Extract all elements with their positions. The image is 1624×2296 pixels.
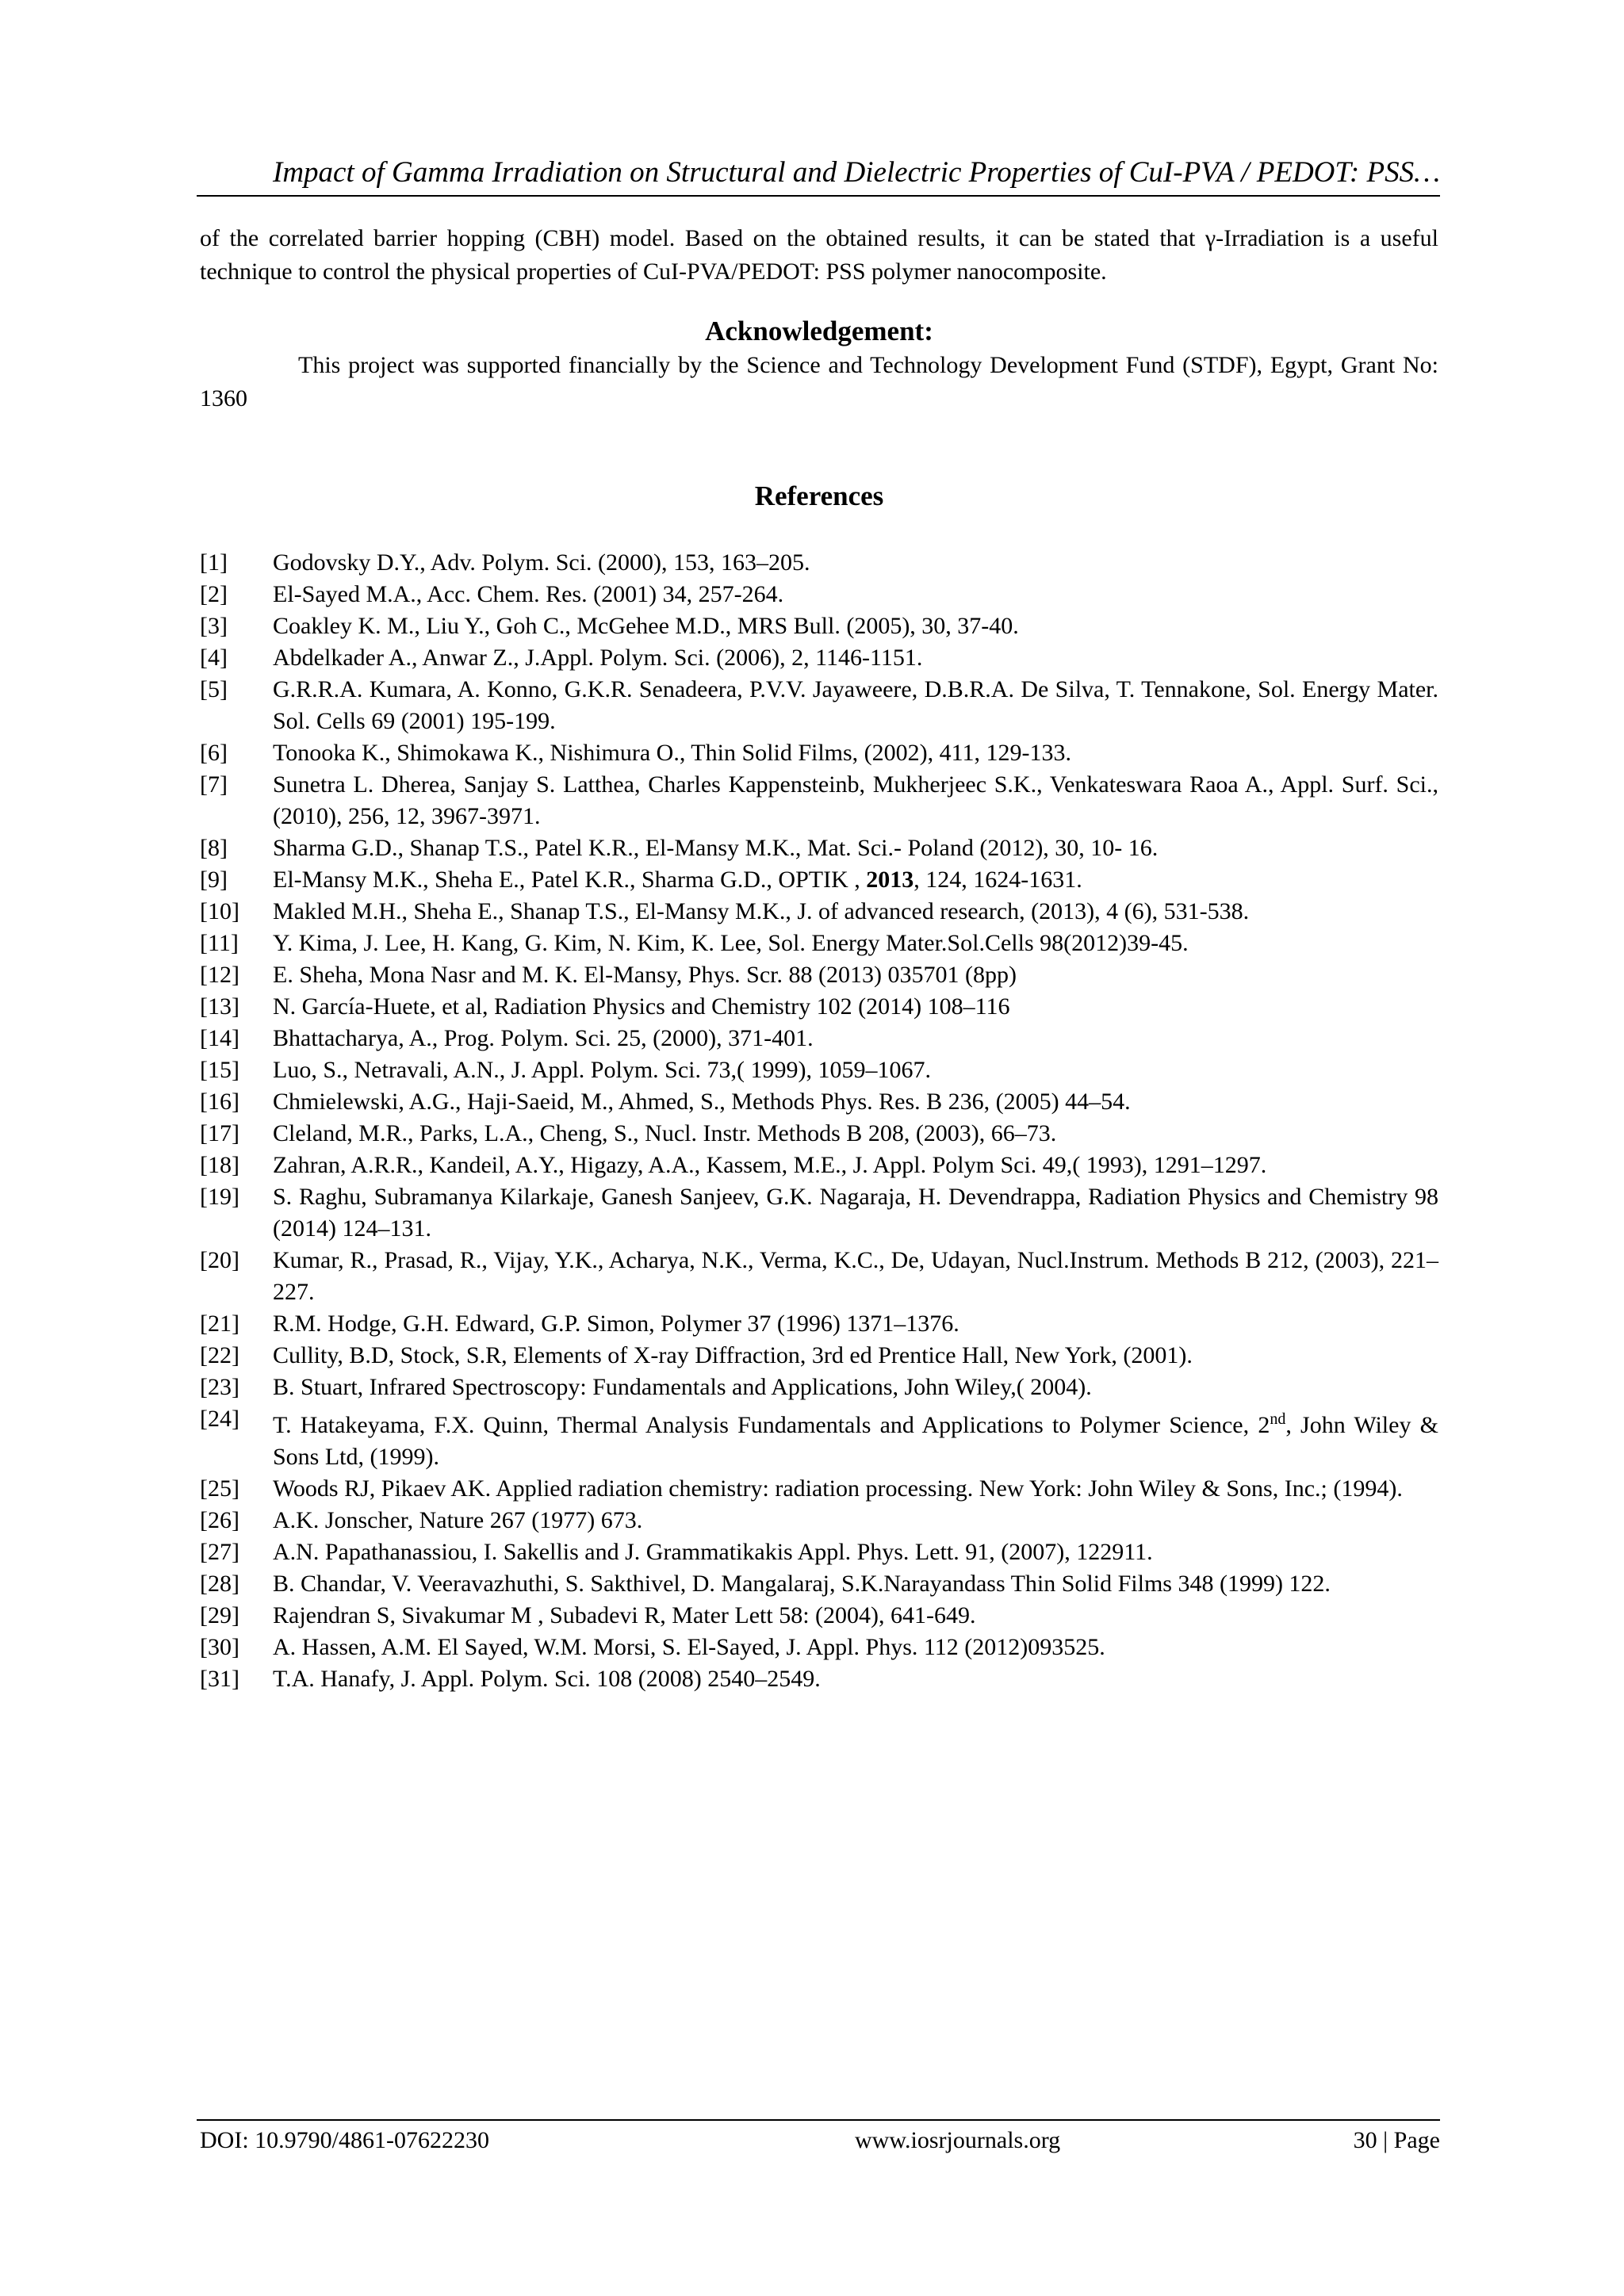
reference-text: Coakley K. M., Liu Y., Goh C., McGehee M.D., MRS Bull. (2005), 30, 37-40. — [273, 613, 1019, 639]
reference-text: El-Mansy M.K., Sheha E., Patel K.R., Sharma G.D., OPTIK , — [273, 867, 867, 893]
reference-number: [11] — [200, 930, 239, 956]
references-heading: References — [754, 480, 884, 511]
reference-text: A. Hassen, A.M. El Sayed, W.M. Morsi, S. El-Sayed, J. Appl. Phys. 112 (2012)093525. — [273, 1634, 1105, 1660]
reference-item — [200, 1308, 1438, 1340]
running-header-title: Impact of Gamma Irradiation on Structural and Dielectric Properties of CuI-PVA / PEDOT: PSS… — [273, 156, 1440, 189]
reference-text: T. Hatakeyama, F.X. Quinn, Thermal Analysis Fundamentals and Applications to Polymer Science, 2 — [273, 1412, 1270, 1438]
reference-item — [200, 547, 1438, 579]
reference-item — [200, 737, 1438, 769]
reference-text: Rajendran S, Sivakumar M , Subadevi R, Mater Lett 58: (2004), 641-649. — [273, 1602, 976, 1628]
reference-text: Cleland, M.R., Parks, L.A., Cheng, S., Nucl. Instr. Methods B 208, (2003), 66–73. — [273, 1120, 1057, 1146]
conclusion-paragraph: of the correlated barrier hopping (CBH) model. Based on the obtained results, it can be stated that γ-Irradiation is a useful technique to control the physical properties of CuI-PVA/PEDOT: PSS polymer nanocomposite. — [200, 225, 1438, 285]
reference-item — [200, 864, 1438, 896]
reference-text: E. Sheha, Mona Nasr and M. K. El-Mansy, Phys. Scr. 88 (2013) 035701 (8pp) — [273, 962, 1017, 988]
reference-item — [200, 832, 1438, 864]
reference-text: Zahran, A.R.R., Kandeil, A.Y., Higazy, A.A., Kassem, M.E., J. Appl. Polym Sci. 49,( 1993), 1291–1297. — [273, 1152, 1267, 1178]
reference-bold-year: 2013 — [866, 867, 914, 893]
reference-item — [200, 1505, 1438, 1536]
reference-item — [200, 769, 1438, 832]
reference-text: Woods RJ, Pikaev AK. Applied radiation chemistry: radiation processing. New York: John Wiley & Sons, Inc.; (1994). — [273, 1475, 1403, 1502]
reference-number: [19] — [200, 1184, 239, 1210]
reference-item — [200, 579, 1438, 610]
footer-doi: DOI: 10.9790/4861-07622230 — [200, 2127, 489, 2153]
footer-page-number: 30 | Page — [1353, 2127, 1440, 2153]
reference-text-tail: , John Wiley & Sons Ltd, (1999). — [273, 1412, 1438, 1470]
reference-text: T.A. Hanafy, J. Appl. Polym. Sci. 108 (2008) 2540–2549. — [273, 1666, 821, 1692]
reference-number: [20] — [200, 1247, 239, 1273]
reference-item — [200, 1536, 1438, 1568]
reference-item — [200, 1403, 1438, 1473]
reference-number: [17] — [200, 1120, 239, 1146]
reference-number: [27] — [200, 1539, 239, 1565]
reference-number: [4] — [200, 645, 228, 671]
reference-number: [23] — [200, 1374, 239, 1400]
reference-number: [26] — [200, 1507, 239, 1533]
reference-text: Abdelkader A., Anwar Z., J.Appl. Polym. Sci. (2006), 2, 1146-1151. — [273, 645, 923, 671]
reference-number: [5] — [200, 676, 228, 702]
reference-number: [7] — [200, 771, 228, 798]
reference-number: [25] — [200, 1475, 239, 1502]
reference-text: B. Chandar, V. Veeravazhuthi, S. Sakthivel, D. Mangalaraj, S.K.Narayandass Thin Solid Films 348 (1999) 122. — [273, 1571, 1331, 1597]
reference-number: [30] — [200, 1634, 239, 1660]
reference-text: B. Stuart, Infrared Spectroscopy: Fundamentals and Applications, John Wiley,( 2004). — [273, 1374, 1092, 1400]
reference-text: Y. Kima, J. Lee, H. Kang, G. Kim, N. Kim, K. Lee, Sol. Energy Mater.Sol.Cells 98(2012)39-45. — [273, 930, 1189, 956]
acknowledgement-heading: Acknowledgement: — [705, 316, 933, 346]
reference-number: [14] — [200, 1025, 239, 1051]
reference-number: [29] — [200, 1602, 239, 1628]
reference-number: [1] — [200, 549, 228, 576]
reference-text: Luo, S., Netravali, A.N., J. Appl. Polym. Sci. 73,( 1999), 1059–1067. — [273, 1057, 931, 1083]
reference-item — [200, 642, 1438, 674]
reference-text: Sunetra L. Dherea, Sanjay S. Latthea, Charles Kappensteinb, Mukherjeec S.K., Venkateswara Raoa A., Appl. Surf. Sci., (2010), 256, 12, 3967-3971. — [273, 771, 1438, 829]
reference-item — [200, 959, 1438, 991]
reference-item — [200, 1473, 1438, 1505]
reference-number: [13] — [200, 993, 239, 1020]
reference-text: A.K. Jonscher, Nature 267 (1977) 673. — [273, 1507, 643, 1533]
reference-superscript: nd — [1270, 1410, 1286, 1428]
reference-item — [200, 1372, 1438, 1403]
footer-rule — [197, 2119, 1440, 2121]
reference-text: N. García-Huete, et al, Radiation Physics and Chemistry 102 (2014) 108–116 — [273, 993, 1010, 1020]
reference-number: [16] — [200, 1089, 239, 1115]
reference-text: Chmielewski, A.G., Haji-Saeid, M., Ahmed, S., Methods Phys. Res. B 236, (2005) 44–54. — [273, 1089, 1131, 1115]
reference-item — [200, 610, 1438, 642]
reference-number: [21] — [200, 1311, 239, 1337]
reference-number: [8] — [200, 835, 228, 861]
reference-item — [200, 1245, 1438, 1308]
reference-text: S. Raghu, Subramanya Kilarkaje, Ganesh Sanjeev, G.K. Nagaraja, H. Devendrappa, Radiation Physics and Chemistry 98 (2014) 124–131. — [273, 1184, 1438, 1242]
reference-text: Tonooka K., Shimokawa K., Nishimura O., Thin Solid Films, (2002), 411, 129-133. — [273, 740, 1072, 766]
reference-item — [200, 1663, 1438, 1695]
reference-item — [200, 674, 1438, 737]
reference-text: Makled M.H., Sheha E., Shanap T.S., El-Mansy M.K., J. of advanced research, (2013), 4 (6), 531-538. — [273, 898, 1250, 924]
reference-item — [200, 1150, 1438, 1181]
reference-item — [200, 1054, 1438, 1086]
reference-number: [2] — [200, 581, 228, 607]
footer-website: www.iosrjournals.org — [855, 2127, 1061, 2153]
reference-number: [31] — [200, 1666, 239, 1692]
reference-number: [6] — [200, 740, 228, 766]
reference-item — [200, 928, 1438, 959]
reference-number: [18] — [200, 1152, 239, 1178]
reference-item — [200, 1181, 1438, 1245]
reference-item — [200, 1340, 1438, 1372]
reference-item — [200, 1023, 1438, 1054]
reference-text: Sharma G.D., Shanap T.S., Patel K.R., El-Mansy M.K., Mat. Sci.- Poland (2012), 30, 10- 16. — [273, 835, 1159, 861]
reference-number: [22] — [200, 1342, 239, 1368]
reference-text: G.R.R.A. Kumara, A. Konno, G.K.R. Senadeera, P.V.V. Jayaweere, D.B.R.A. De Silva, T. Tennakone, Sol. Energy Mater. Sol. Cells 69 (2001) 195-199. — [273, 676, 1438, 734]
reference-number: [15] — [200, 1057, 239, 1083]
reference-text-tail: , 124, 1624-1631. — [914, 867, 1082, 893]
reference-text: Godovsky D.Y., Adv. Polym. Sci. (2000), 153, 163–205. — [273, 549, 810, 576]
header-rule — [197, 195, 1440, 197]
reference-text: Kumar, R., Prasad, R., Vijay, Y.K., Acharya, N.K., Verma, K.C., De, Udayan, Nucl.Instrum. Methods B 212, (2003), 221–227. — [273, 1247, 1438, 1305]
reference-item — [200, 1632, 1438, 1663]
reference-number: [12] — [200, 962, 239, 988]
reference-text: R.M. Hodge, G.H. Edward, G.P. Simon, Polymer 37 (1996) 1371–1376. — [273, 1311, 959, 1337]
reference-text: A.N. Papathanassiou, I. Sakellis and J. Grammatikakis Appl. Phys. Lett. 91, (2007), 122911. — [273, 1539, 1153, 1565]
reference-text: Cullity, B.D, Stock, S.R, Elements of X-ray Diffraction, 3rd ed Prentice Hall, New York, (2001). — [273, 1342, 1193, 1368]
reference-number: [24] — [200, 1406, 239, 1432]
reference-text: Bhattacharya, A., Prog. Polym. Sci. 25, (2000), 371-401. — [273, 1025, 814, 1051]
reference-list — [200, 547, 1438, 1695]
reference-item — [200, 1600, 1438, 1632]
acknowledgement-paragraph — [200, 349, 1438, 415]
reference-item — [200, 1118, 1438, 1150]
reference-number: [10] — [200, 898, 239, 924]
reference-text: El-Sayed M.A., Acc. Chem. Res. (2001) 34, 257-264. — [273, 581, 784, 607]
reference-item — [200, 991, 1438, 1023]
reference-item — [200, 1568, 1438, 1600]
reference-number: [3] — [200, 613, 228, 639]
reference-number: [9] — [200, 867, 228, 893]
reference-item — [200, 1086, 1438, 1118]
reference-item — [200, 896, 1438, 928]
reference-number: [28] — [200, 1571, 239, 1597]
acknowledgement-text: This project was supported financially by the Science and Technology Development Fund (STDF), Egypt, Grant No: 1360 — [200, 352, 1438, 411]
